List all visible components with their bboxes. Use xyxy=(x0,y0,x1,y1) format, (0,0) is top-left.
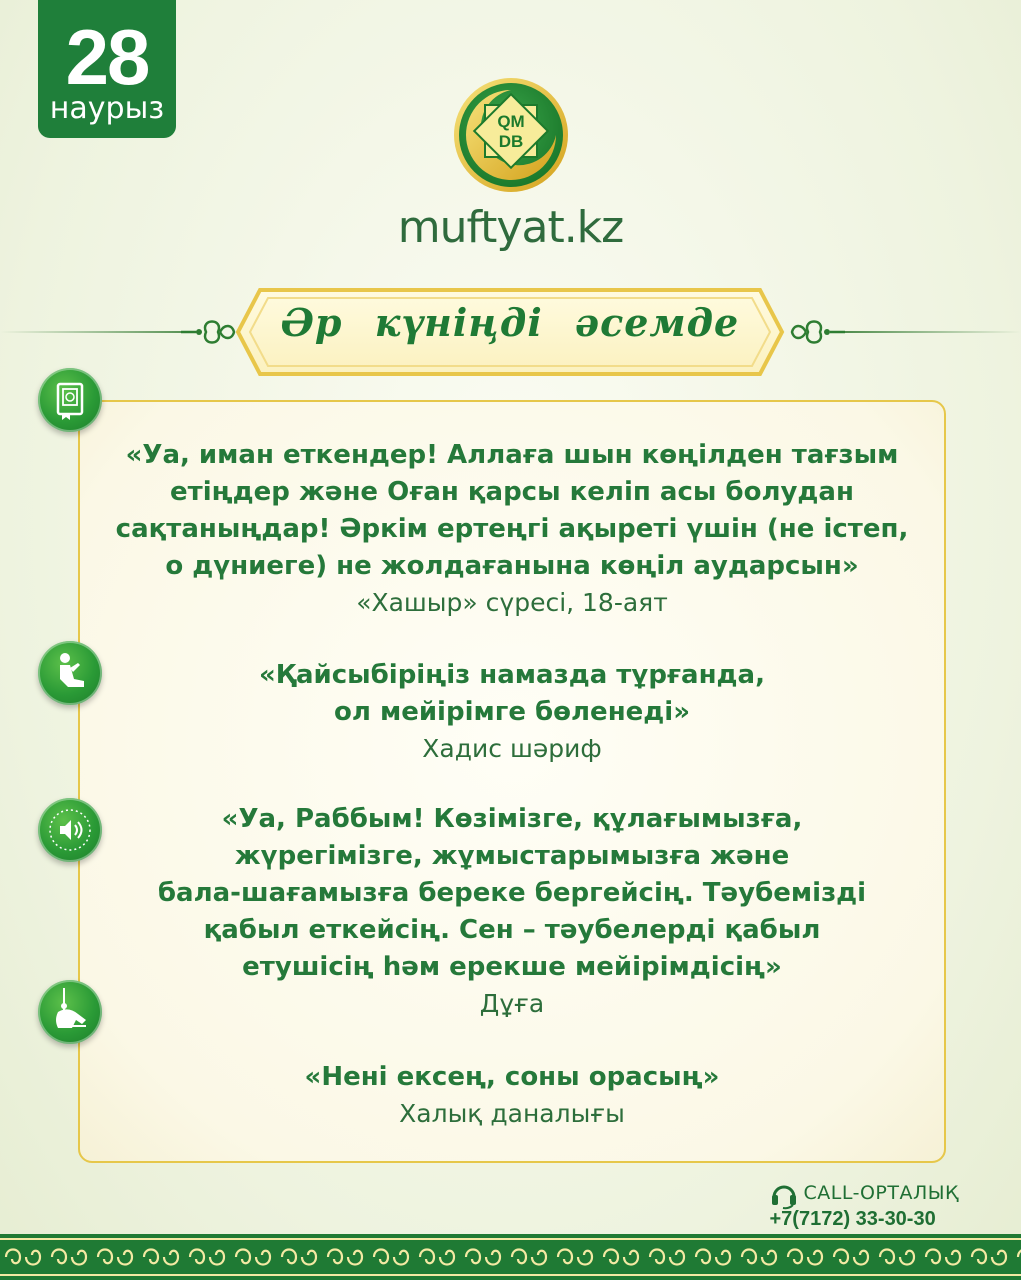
entry-quote: «Уа, Раббым! Көзімізге, құлағымызға, жүрегімізге, жұмыстарымызға және бала-шағамызға береке бергейсің. Тәубемізді қабыл еткейсің. Сен – тәубелерді қабыл етушісің һәм ерекше мейірімдісің» xyxy=(157,804,867,982)
ornament-tile xyxy=(98,1250,132,1265)
banner-line-left xyxy=(0,331,200,333)
svg-text:QM: QM xyxy=(497,112,525,131)
entry-source: Хадис шәриф xyxy=(422,734,602,763)
ornament-tile xyxy=(926,1250,960,1265)
entry-3 xyxy=(78,801,946,1022)
banner-title: Әр күніңді әсемде xyxy=(280,300,740,345)
ornament-tile xyxy=(558,1250,592,1265)
ornament-tile xyxy=(650,1250,684,1265)
ornament-tile xyxy=(52,1250,86,1265)
entry-quote: «Уа, иман еткендер! Аллаға шын көңілден тағзым етіңдер және Оған қарсы келіп асы болудан сақтаныңдар! Әркім ертеңгі ақыреті үшін (не істеп, о дүниеге) не жолдағанына көңіл аударсын» xyxy=(115,440,909,581)
ornament-tile xyxy=(466,1250,500,1265)
entry-source: Дұға xyxy=(479,989,545,1018)
ornament-tile xyxy=(788,1250,822,1265)
ornament-left-icon xyxy=(176,310,236,354)
ornament-tile xyxy=(236,1250,270,1265)
ornament-tile xyxy=(512,1250,546,1265)
svg-text:DB: DB xyxy=(498,132,524,151)
quran-book-icon xyxy=(38,368,102,432)
ornament-tile xyxy=(190,1250,224,1265)
banner-line-right xyxy=(841,331,1021,333)
call-label: CALL-ОРТАЛЫҚ xyxy=(803,1182,959,1204)
side-icon-quran xyxy=(38,368,102,432)
ornament-tile xyxy=(604,1250,638,1265)
ornament-tile xyxy=(972,1250,1006,1265)
date-badge xyxy=(38,0,176,138)
date-day: 28 xyxy=(65,13,149,101)
site-name: muftyat.kz xyxy=(397,202,624,253)
ornament-tile xyxy=(6,1250,40,1265)
entry-2 xyxy=(78,657,946,767)
entry-4 xyxy=(78,1059,946,1132)
ornament-right-icon xyxy=(790,310,850,354)
bottom-ornament-border xyxy=(0,1234,1021,1280)
ornament-tile xyxy=(696,1250,730,1265)
ornament-tile xyxy=(374,1250,408,1265)
ornament-tile xyxy=(880,1250,914,1265)
ornament-pattern-icon xyxy=(0,1234,1021,1280)
headset-icon xyxy=(769,1180,799,1210)
entry-source: «Хашыр» сүресі, 18-аят xyxy=(356,588,668,617)
ornament-tile xyxy=(144,1250,178,1265)
ornament-tile xyxy=(328,1250,362,1265)
ornament-tile xyxy=(420,1250,454,1265)
call-center xyxy=(769,1182,959,1231)
entry-quote: «Нені ексең, соны орасың» xyxy=(304,1062,720,1092)
ornament-tile xyxy=(742,1250,776,1265)
entry-quote: «Қайсыбіріңіз намазда тұрғанда, ол мейірімге бөленеді» xyxy=(259,660,765,727)
ornament-tile xyxy=(282,1250,316,1265)
entry-source: Халық даналығы xyxy=(399,1099,625,1128)
date-month: наурыз xyxy=(49,91,165,126)
entry-1 xyxy=(78,437,946,621)
call-phone[interactable]: +7(7172) 33-30-30 xyxy=(769,1208,936,1230)
qmdb-logo xyxy=(452,76,570,194)
ornament-tile xyxy=(834,1250,868,1265)
